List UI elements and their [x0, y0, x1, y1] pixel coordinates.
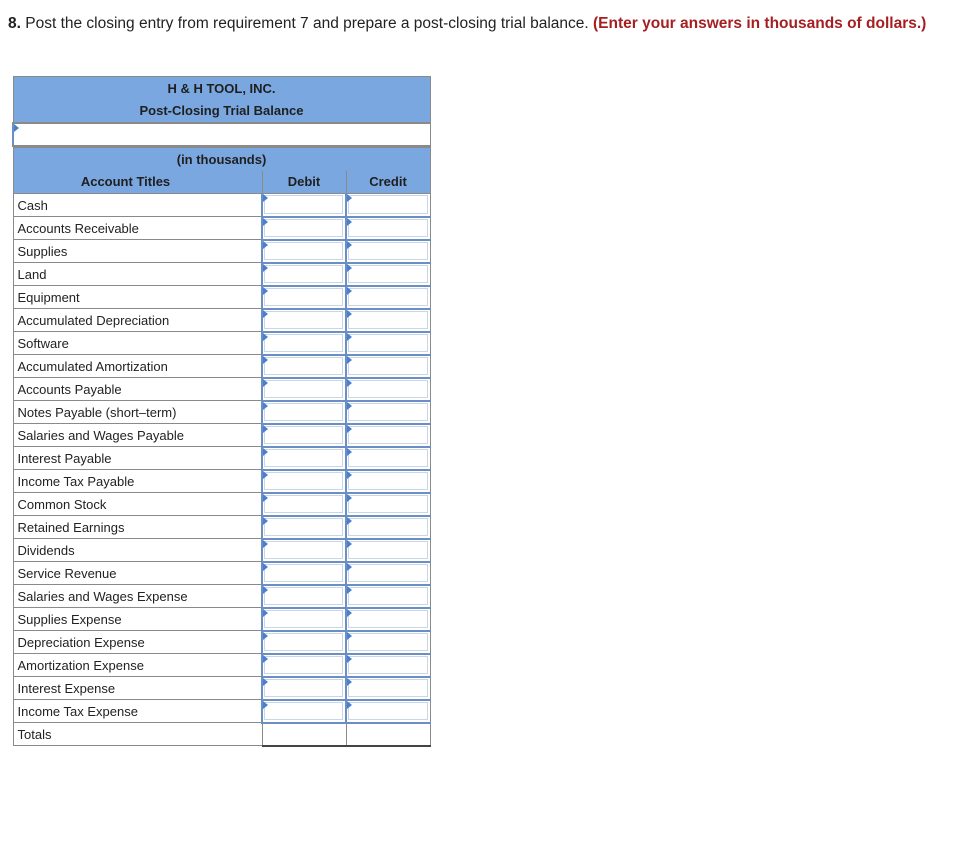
- debit-cell[interactable]: [262, 677, 346, 700]
- table-row: [13, 194, 430, 217]
- debit-input[interactable]: [264, 195, 343, 214]
- account-title: Common Stock: [13, 493, 262, 516]
- units-label: (in thousands): [13, 148, 430, 171]
- credit-input[interactable]: [348, 633, 428, 651]
- credit-input[interactable]: [348, 334, 428, 352]
- credit-input[interactable]: [348, 403, 428, 421]
- credit-cell[interactable]: [346, 286, 430, 309]
- credit-input[interactable]: [348, 426, 428, 444]
- col-header-account: [13, 171, 262, 194]
- input-flag-icon: [347, 448, 352, 456]
- account-title: Accounts Receivable: [13, 217, 262, 240]
- account-title: Supplies: [13, 240, 262, 263]
- account-title: Interest Payable: [13, 447, 262, 470]
- input-flag-icon: [347, 356, 352, 364]
- input-flag-icon: [347, 287, 352, 295]
- account-title: Accumulated Amortization: [13, 355, 262, 378]
- credit-cell[interactable]: [346, 447, 430, 470]
- credit-input[interactable]: [348, 472, 428, 490]
- table-row: [13, 493, 430, 516]
- credit-cell[interactable]: [346, 516, 430, 539]
- credit-cell[interactable]: [346, 608, 430, 631]
- credit-input[interactable]: [348, 380, 428, 398]
- input-flag-icon: [263, 333, 268, 341]
- debit-cell[interactable]: [262, 700, 346, 723]
- input-flag-icon: [263, 540, 268, 548]
- table-row: [13, 424, 430, 447]
- table-row: [13, 562, 430, 585]
- input-flag-icon: [263, 471, 268, 479]
- credit-input[interactable]: [348, 265, 428, 283]
- table-row: [13, 332, 430, 355]
- account-title: Dividends: [13, 539, 262, 562]
- table-row: [13, 585, 430, 608]
- post-closing-trial-balance-table: [12, 76, 431, 747]
- input-flag-icon: [263, 310, 268, 318]
- input-flag-icon: [347, 586, 352, 594]
- col-header-credit: Credit: [346, 171, 430, 194]
- input-flag-icon: [263, 264, 268, 272]
- credit-cell[interactable]: [346, 401, 430, 424]
- input-flag-icon: [263, 402, 268, 410]
- input-flag-icon: [263, 517, 268, 525]
- table-row: [13, 286, 430, 309]
- input-flag-icon: [347, 264, 352, 272]
- credit-cell[interactable]: [346, 194, 430, 217]
- input-flag-icon: [347, 517, 352, 525]
- credit-input[interactable]: [348, 357, 428, 375]
- debit-cell[interactable]: [262, 194, 346, 217]
- totals-label: Totals: [13, 723, 262, 746]
- table-row: [13, 608, 430, 631]
- debit-input[interactable]: [264, 380, 343, 398]
- credit-input[interactable]: [348, 219, 428, 237]
- debit-input[interactable]: [264, 357, 343, 375]
- credit-cell[interactable]: [346, 631, 430, 654]
- table-row: [13, 516, 430, 539]
- credit-cell[interactable]: [346, 585, 430, 608]
- debit-input[interactable]: [264, 334, 343, 352]
- credit-input[interactable]: [348, 195, 428, 214]
- input-flag-icon: [347, 701, 352, 709]
- credit-input[interactable]: [348, 564, 428, 582]
- debit-input[interactable]: [264, 242, 343, 260]
- debit-input[interactable]: [264, 311, 343, 329]
- question-note: (Enter your answers in thousands of dollars.): [593, 15, 927, 32]
- input-flag-icon: [347, 379, 352, 387]
- debit-cell[interactable]: [262, 631, 346, 654]
- date-input[interactable]: [16, 125, 432, 146]
- debit-input[interactable]: [264, 541, 343, 559]
- credit-input[interactable]: [348, 495, 428, 513]
- account-title: Salaries and Wages Payable: [13, 424, 262, 447]
- debit-input[interactable]: [264, 495, 343, 513]
- input-flag-icon: [263, 609, 268, 617]
- table-row: [13, 217, 430, 240]
- table-row: [13, 378, 430, 401]
- input-flag-icon: [347, 310, 352, 318]
- credit-cell[interactable]: [346, 493, 430, 516]
- debit-input[interactable]: [264, 426, 343, 444]
- debit-cell[interactable]: [262, 585, 346, 608]
- credit-cell[interactable]: [346, 378, 430, 401]
- debit-input[interactable]: [264, 702, 343, 720]
- debit-cell[interactable]: [262, 516, 346, 539]
- credit-cell[interactable]: [346, 240, 430, 263]
- debit-cell[interactable]: [262, 309, 346, 332]
- col-header-account-label: Account Titles: [80, 174, 171, 190]
- input-flag-icon: [347, 678, 352, 686]
- debit-cell[interactable]: [262, 493, 346, 516]
- credit-cell[interactable]: [346, 217, 430, 240]
- account-title: Income Tax Payable: [13, 470, 262, 493]
- debit-input[interactable]: [264, 288, 343, 306]
- statement-title: Post-Closing Trial Balance: [13, 100, 430, 123]
- credit-cell[interactable]: [346, 424, 430, 447]
- credit-cell[interactable]: [346, 700, 430, 723]
- account-title: Income Tax Expense: [13, 700, 262, 723]
- table-row: [13, 539, 430, 562]
- table-row: [13, 677, 430, 700]
- credit-input[interactable]: [348, 288, 428, 306]
- account-title: Depreciation Expense: [13, 631, 262, 654]
- credit-cell[interactable]: [346, 562, 430, 585]
- account-title: Accumulated Depreciation: [13, 309, 262, 332]
- credit-cell[interactable]: [346, 677, 430, 700]
- debit-input[interactable]: [264, 403, 343, 421]
- debit-input[interactable]: [264, 656, 343, 674]
- table-row: [13, 447, 430, 470]
- input-flag-icon: [263, 241, 268, 249]
- table-row: [13, 355, 430, 378]
- input-flag-icon: [347, 402, 352, 410]
- debit-cell[interactable]: [262, 263, 346, 286]
- account-title: Cash: [13, 194, 262, 217]
- totals-credit-cell: [346, 723, 430, 746]
- debit-cell[interactable]: [262, 401, 346, 424]
- debit-input[interactable]: [264, 449, 343, 467]
- input-flag-icon: [263, 494, 268, 502]
- table-row: [13, 309, 430, 332]
- table-row: [13, 654, 430, 677]
- debit-cell[interactable]: [262, 378, 346, 401]
- table-row: [13, 263, 430, 286]
- debit-cell[interactable]: [262, 447, 346, 470]
- question-text: [8, 14, 926, 34]
- input-flag-icon: [263, 356, 268, 364]
- credit-input[interactable]: [348, 679, 428, 697]
- account-title: Amortization Expense: [13, 654, 262, 677]
- question-number: 8.: [8, 15, 21, 32]
- input-flag-icon: [263, 632, 268, 640]
- input-flag-icon: [347, 609, 352, 617]
- debit-input[interactable]: [264, 219, 343, 237]
- input-flag-icon: [263, 586, 268, 594]
- account-title: Equipment: [13, 286, 262, 309]
- debit-input[interactable]: [264, 587, 343, 605]
- debit-cell[interactable]: [262, 332, 346, 355]
- credit-cell[interactable]: [346, 539, 430, 562]
- credit-input[interactable]: [348, 518, 428, 536]
- debit-input[interactable]: [264, 679, 343, 697]
- account-title: Accounts Payable: [13, 378, 262, 401]
- input-flag-icon: [263, 287, 268, 295]
- debit-input[interactable]: [264, 633, 343, 651]
- credit-input[interactable]: [348, 610, 428, 628]
- input-flag-icon: [347, 194, 352, 202]
- credit-input[interactable]: [348, 541, 428, 559]
- credit-input[interactable]: [348, 311, 428, 329]
- input-flag-icon: [263, 379, 268, 387]
- account-title: Notes Payable (short–term): [13, 401, 262, 424]
- input-flag-icon: [347, 540, 352, 548]
- credit-cell[interactable]: [346, 263, 430, 286]
- input-flag-icon: [347, 563, 352, 571]
- credit-input[interactable]: [348, 242, 428, 260]
- debit-input[interactable]: [264, 610, 343, 628]
- input-flag-icon: [263, 701, 268, 709]
- input-flag-icon: [263, 678, 268, 686]
- input-flag-icon: [347, 494, 352, 502]
- input-flag-icon: [347, 655, 352, 663]
- question-body: Post the closing entry from requirement 7 and prepare a post-closing trial balance.: [20, 15, 594, 32]
- input-flag-icon: [347, 241, 352, 249]
- debit-cell[interactable]: [262, 240, 346, 263]
- debit-cell[interactable]: [262, 286, 346, 309]
- company-name: H & H TOOL, INC.: [13, 77, 430, 100]
- date-input-cell[interactable]: [13, 123, 430, 146]
- credit-cell[interactable]: [346, 332, 430, 355]
- col-header-debit: Debit: [262, 171, 346, 194]
- account-title: Interest Expense: [13, 677, 262, 700]
- table-row: [13, 470, 430, 493]
- totals-row: [13, 723, 430, 746]
- table-row: [13, 700, 430, 723]
- debit-input[interactable]: [264, 265, 343, 283]
- debit-cell[interactable]: [262, 562, 346, 585]
- debit-cell[interactable]: [262, 608, 346, 631]
- input-flag-icon: [263, 655, 268, 663]
- credit-cell[interactable]: [346, 355, 430, 378]
- debit-cell[interactable]: [262, 539, 346, 562]
- account-title: Software: [13, 332, 262, 355]
- debit-cell[interactable]: [262, 424, 346, 447]
- account-title: Service Revenue: [13, 562, 262, 585]
- table-row: [13, 631, 430, 654]
- input-flag-icon: [347, 471, 352, 479]
- account-title: Supplies Expense: [13, 608, 262, 631]
- credit-input[interactable]: [348, 587, 428, 605]
- input-flag-icon: [263, 218, 268, 226]
- account-title: Salaries and Wages Expense: [13, 585, 262, 608]
- credit-input[interactable]: [348, 449, 428, 467]
- input-flag-icon: [14, 124, 19, 132]
- input-flag-icon: [347, 218, 352, 226]
- debit-input[interactable]: [264, 564, 343, 582]
- table-row: [13, 240, 430, 263]
- totals-debit-cell: [262, 723, 346, 746]
- input-flag-icon: [263, 425, 268, 433]
- debit-cell[interactable]: [262, 217, 346, 240]
- input-flag-icon: [347, 632, 352, 640]
- credit-input[interactable]: [348, 656, 428, 674]
- debit-input[interactable]: [264, 472, 343, 490]
- input-flag-icon: [347, 425, 352, 433]
- account-title: Retained Earnings: [13, 516, 262, 539]
- debit-cell[interactable]: [262, 470, 346, 493]
- debit-cell[interactable]: [262, 355, 346, 378]
- credit-input[interactable]: [348, 702, 428, 720]
- credit-cell[interactable]: [346, 654, 430, 677]
- credit-cell[interactable]: [346, 309, 430, 332]
- input-flag-icon: [347, 333, 352, 341]
- debit-cell[interactable]: [262, 654, 346, 677]
- input-flag-icon: [263, 448, 268, 456]
- table-row: [13, 401, 430, 424]
- account-title: Land: [13, 263, 262, 286]
- input-flag-icon: [263, 563, 268, 571]
- credit-cell[interactable]: [346, 470, 430, 493]
- debit-input[interactable]: [264, 518, 343, 536]
- input-flag-icon: [263, 194, 268, 202]
